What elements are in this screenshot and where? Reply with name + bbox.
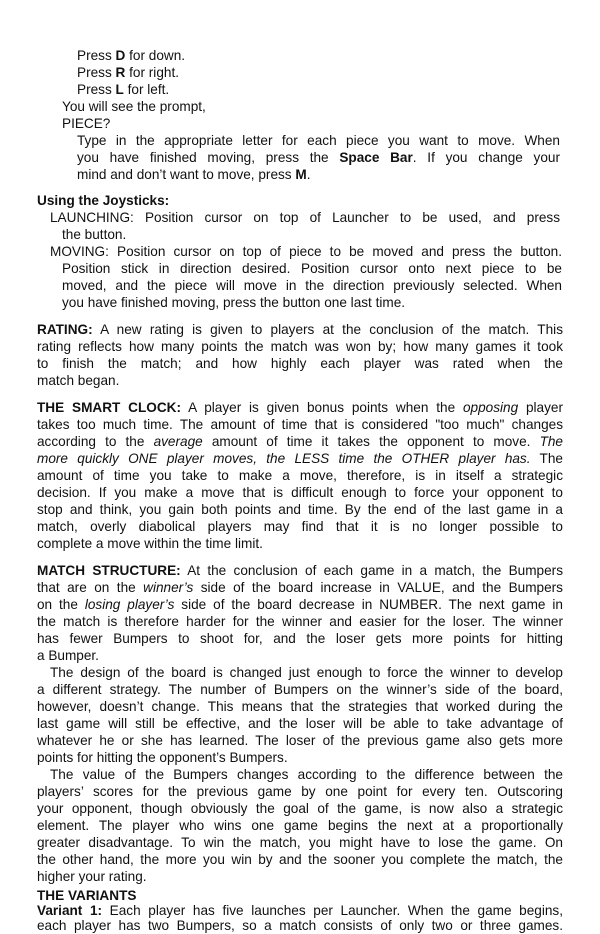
match-p3-line-7: higher your rating. (37, 869, 147, 884)
match-p1-line-3: on the losing player’s side of the board decrease in NUMBER. The next game in (37, 597, 563, 612)
type-line-2: you have finished moving, press the Space Bar. If you change your (77, 150, 560, 165)
key-left-line: Press L for left. (77, 82, 170, 97)
clock-line-1: THE SMART CLOCK: A player is given bonus points when the opposing player (37, 400, 563, 415)
moving-line-2: Position stick in direction desired. Position cursor onto next piece to be (62, 261, 562, 276)
type-line-3: mind and don’t want to move, press M. (77, 167, 311, 182)
match-p3-line-2: players’ scores for the previous game by one point for every ten. Outscoring (37, 784, 563, 799)
rating-line-1: RATING: A new rating is given to players at the conclusion of the match. This (37, 322, 563, 337)
clock-line-5: amount of time you take to make a move, therefore, is in itself a strategic (37, 468, 563, 483)
match-p1-line-6: a Bumper. (37, 648, 99, 663)
key-down-line: Press D for down. (77, 48, 186, 63)
moving-line-4: you have finished moving, press the button one last time. (62, 295, 406, 310)
clock-line-6: decision. If you make a move that is difficult enough to force your opponent to (37, 485, 563, 500)
rating-line-2: rating reflects how many points the match was won by; how many games it took (37, 339, 563, 354)
match-p3-line-4: element. The player who wins one game begins the next at a proportionally (37, 818, 563, 833)
match-p2-line-3: however, doesn’t change. This means that the strategies that worked during the (37, 699, 563, 714)
match-p2-line-4: last game will still be effective, and the loser will be able to take advantage of (37, 716, 563, 731)
key-r: R (115, 65, 126, 80)
match-p3-line-3: your opponent, though obviously the goal of the game, is now also a strategic (37, 801, 563, 816)
match-p2-line-5: whatever he or she has learned. The loser of the previous game also gets more (37, 733, 563, 748)
match-p3-line-1: The value of the Bumpers changes according to the difference between the (50, 767, 563, 782)
clock-line-2: takes too much time. The amount of time that is considered "too much" changes (37, 417, 563, 432)
match-p3-line-6: the other hand, the more you win by and the sooner you complete the match, the (37, 852, 563, 867)
rating-line-4: match began. (37, 373, 120, 388)
clock-line-9: complete a move within the time limit. (37, 536, 263, 551)
key-d: D (115, 48, 126, 63)
key-l: L (115, 82, 124, 97)
joysticks-heading: Using the Joysticks: (37, 193, 170, 208)
match-p2-line-1: The design of the board is changed just enough to force the winner to develop (50, 665, 563, 680)
match-p2-line-6: points for hitting the opponent’s Bumpers. (37, 750, 288, 765)
type-line-1: Type in the appropriate letter for each piece you want to move. When (77, 133, 560, 148)
clock-line-7: stop and think, you gain both points and time. By the end of the last game in a (37, 502, 563, 517)
launching-line-1: LAUNCHING: Position cursor on top of Launcher to be used, and press (50, 210, 560, 225)
match-p1-line-1: MATCH STRUCTURE: At the conclusion of each game in a match, the Bumpers (37, 563, 563, 578)
moving-line-1: MOVING: Position cursor on top of piece to be moved and press the button. (50, 244, 562, 259)
key-right-line: Press R for right. (77, 65, 179, 80)
moving-line-3: moved, and the piece will move in the direction previously selected. When (62, 278, 562, 293)
match-p1-line-4: the match is therefore harder for the winner and easier for the loser. The winner (37, 614, 563, 629)
variants-heading: THE VARIANTS (37, 888, 137, 903)
prompt-intro: You will see the prompt, (62, 99, 206, 114)
prompt-text: PIECE? (62, 116, 111, 131)
variant-1-line-2: each player has two Bumpers, so a match consists of only two or three games. (37, 918, 563, 933)
clock-line-3: according to the average amount of time it takes the opponent to move. The (37, 434, 563, 449)
rating-line-3: to finish the match; and how highly each player was rated when the (37, 356, 563, 371)
match-p3-line-5: greater disadvantage. To win the match, you might have to lose the game. On (37, 835, 563, 850)
clock-line-4: more quickly ONE player moves, the LESS time the OTHER player has. The (37, 451, 563, 466)
match-p1-line-5: has fewer Bumpers to shoot for, and the loser gets more points for hitting (37, 631, 563, 646)
variant-1-line-1: Variant 1: Each player has five launches per Launcher. When the game begins, (37, 903, 563, 918)
clock-line-8: match, overly diabolical players may find that it is no longer possible to (37, 519, 563, 534)
match-p2-line-2: a different strategy. The number of Bumpers on the winner’s side of the board, (37, 682, 563, 697)
match-p1-line-2: that are on the winner’s side of the board increase in VALUE, and the Bumpers (37, 580, 563, 595)
launching-line-2: the button. (62, 227, 127, 242)
